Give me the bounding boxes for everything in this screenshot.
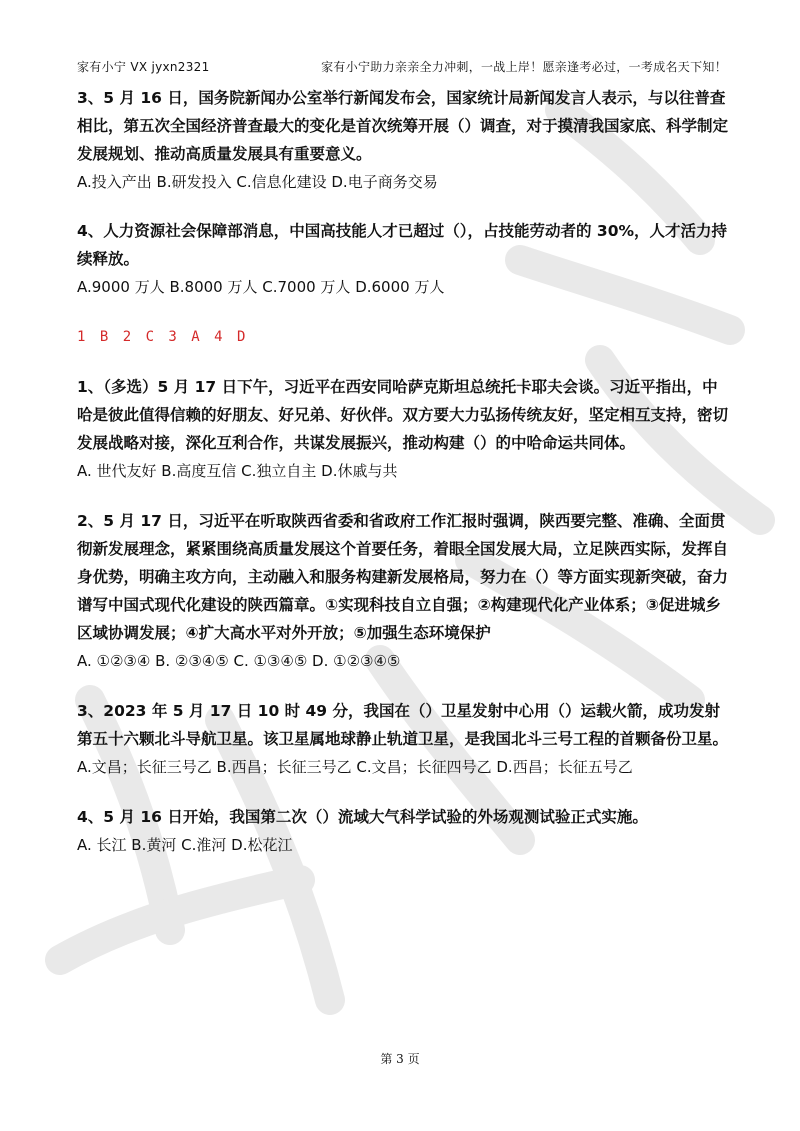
options-block2-4: A. 长江 B.黄河 C.淮河 D.松花江 — [77, 836, 293, 854]
answer-key: 1 B 2 C 3 A 4 D — [77, 329, 249, 345]
page-header — [77, 58, 727, 76]
question-block2-3: 3、2023 年 5 月 17 日 10 时 49 分，我国在（）卫星发射中心用（）运载火箭，成功发射第五十六颗北斗导航卫星。该卫星属地球静止轨道卫星，是我国北斗三号工程的首颗备份卫星。 — [77, 702, 729, 748]
header-slogan: 家有小宁助力亲亲全力冲刺，一战上岸！愿亲逢考必过，一考成名天下知！ — [321, 60, 727, 74]
watermark-text: 家有小宁 — [0, 0, 4, 1]
options-block1-4: A.9000 万人 B.8000 万人 C.7000 万人 D.6000 万人 — [77, 278, 445, 296]
page-content — [77, 84, 729, 859]
question-block1-3: 3、5 月 16 日，国务院新闻办公室举行新闻发布会，国家统计局新闻发言人表示，与以往普查相比，第五次全国经济普查最大的变化是首次统筹开展（）调查，对于摸清我国家底、科学制定发展规划、推动高质量发展具有重要意义。 — [77, 89, 729, 163]
question-block2-1: 1、（多选）5 月 17 日下午，习近平在西安同哈萨克斯坦总统托卡耶夫会谈。习近平指出，中哈是彼此值得信赖的好朋友、好兄弟、好伙伴。双方要大力弘扬传统友好，坚定相互支持，密切发展战略对接，深化互利合作，共谋发展振兴，推动构建（）的中哈命运共同体。 — [77, 378, 729, 452]
question-block2-2: 2、5 月 17 日，习近平在听取陕西省委和省政府工作汇报时强调，陕西要完整、准确、全面贯彻新发展理念，紧紧围绕高质量发展这个首要任务，着眼全国发展大局，立足陕西实际，发挥自身优势，明确主攻方向，主动融入和服务构建新发展格局，努力在（）等方面实现新突破，奋力谱写中国式现代化建设的陕西篇章。①实现科技自立自强；②构建现代化产业体系；③促进城乡区域协调发展；④扩大高水平对外开放；⑤加强生态环境保护 — [77, 512, 729, 642]
page-footer — [0, 1050, 800, 1067]
header-contact: 家有小宁 VX jyxn2321 — [77, 60, 210, 74]
options-block2-2: A. ①②③④ B. ②③④⑤ C. ①③④⑤ D. ①②③④⑤ — [77, 652, 401, 670]
question-block2-4: 4、5 月 16 日开始，我国第二次（）流域大气科学试验的外场观测试验正式实施。 — [77, 808, 648, 826]
options-block2-3: A.文昌；长征三号乙 B.西昌；长征三号乙 C.文昌；长征四号乙 D.西昌；长征五号乙 — [77, 758, 633, 776]
question-block1-4: 4、人力资源社会保障部消息，中国高技能人才已超过（），占技能劳动者的 30%，人才活力持续释放。 — [77, 222, 728, 268]
options-block1-3: A.投入产出 B.研发投入 C.信息化建设 D.电子商务交易 — [77, 173, 438, 191]
page-number: 第 3 页 — [380, 1052, 420, 1066]
options-block2-1: A. 世代友好 B.高度互信 C.独立自主 D.休戚与共 — [77, 462, 398, 480]
